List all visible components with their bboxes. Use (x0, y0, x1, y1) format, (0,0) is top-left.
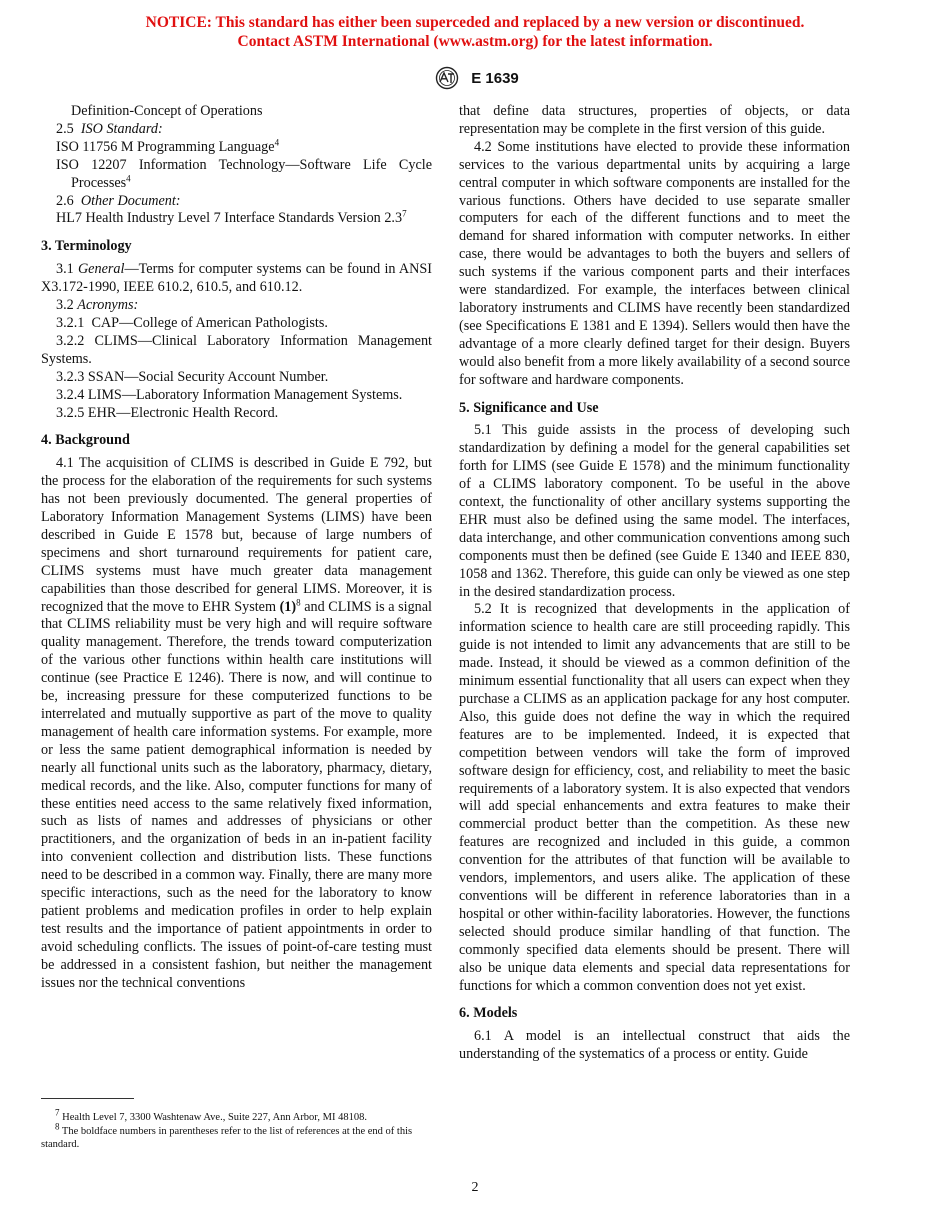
ref-text: HL7 Health Industry Level 7 Interface Standards Version 2.3 (56, 210, 403, 227)
paragraph-text: 4.1 The acquisition of CLIMS is described in Guide E 792, but the process for the elaboration of the requirements for such systems has not been previously documented. The general properties of Laboratory Information Management Systems (LIMS) have been described in Guide E 1578 but, because of large numbers of specimens and short turnaround requirements for patient care, CLIMS systems must have much greater data management capabilities than those described for general LIMS. Moreover, it is recognized that the move to EHR System (41, 455, 432, 615)
ref-iso-11756 (41, 139, 432, 157)
term-ehr: 3.2.5 EHR—Electronic Health Record. (56, 404, 279, 421)
section-2-5 (41, 121, 432, 139)
section-number: 3.2 (56, 297, 78, 314)
page-number: 2 (471, 1180, 479, 1195)
section-title: General (77, 261, 125, 278)
footnote-text: Health Level 7, 3300 Washtenaw Ave., Suite 227, Ann Arbor, MI 48108. (59, 1112, 367, 1123)
term-cap: 3.2.1 CAP—College of American Pathologists. (56, 314, 328, 331)
standard-designation: E 1639 (471, 69, 519, 87)
ref-iso-12207 (41, 157, 432, 193)
heading-models: 6. Models (459, 1005, 518, 1022)
footnote-number: 8 (55, 1121, 60, 1131)
paragraph-text: and CLIMS is a signal that CLIMS reliability must be very high and will require software quality management. Therefore, the trends toward computerization of the various other functions within health care institutions will continue (see Practice E 1246). There is now, and will continue to be, increasing pressure for these computerized functions to be interrelated and mutually supportive as part of the move to quality management of health care information systems. For example, more or less the same patient demographical information is needed by nearly all functional units such as the laboratory, pharmacy, dietary, medical records, and the like. Also, computer functions for many of these entities need access to the same relatively fixed information, such as lists of names and addresses of physicians or other practitioners, and the organization of beds in an in-patient facility into convenient collection and distribution lists. These functions need to be described in a common way. Finally, there are many more specific interactions, such as the need for the laboratory to know patient problems and medication profiles in order to help explain test results and the importance of patient appointments in order to avoid scheduling conflicts. The issues of point-of-care testing must be addressed in a consistent fashion, but neither the management issues nor the technical conventions (41, 598, 432, 991)
section-title: Acronyms: (77, 297, 139, 314)
ref-text: ISO 11756 M Programming Language (56, 138, 275, 155)
term-ssan: 3.2.3 SSAN—Social Security Account Number. (56, 368, 329, 385)
footnote-ref: 4 (126, 172, 131, 183)
ref-hl7 (41, 210, 432, 228)
section-3-1 (41, 261, 432, 297)
footnote-number: 7 (55, 1107, 60, 1118)
footnote-ref: 8 (296, 596, 301, 607)
reference-number: (1) (279, 598, 297, 615)
section-3-2 (41, 297, 432, 315)
footnotes (41, 1098, 432, 1152)
footnote-divider (41, 1098, 134, 1099)
continued-text: Definition-Concept of Operations (71, 103, 263, 119)
term-clims: 3.2.2 CLIMS—Clinical Laboratory Information Management Systems. (41, 332, 432, 367)
footnote-8 (41, 1121, 432, 1152)
section-title: ISO Standard: (80, 120, 163, 137)
document-header (0, 66, 950, 90)
right-column (459, 103, 850, 1064)
section-5-2: 5.2 It is recognized that developments in the application of information science to health care are still proceeding rapidly. This guide is not intended to limit any advancements that are still to be made. Instead, it should be viewed as a common definition of the minimum essential functionality that all users can expect when they purchase a CLIMS as an application package for any host computer. Also, this guide does not define the way in which the required features are to be implemented. Indeed, it is expected that competition between vendors will take the form of improved software design for efficiency, cost, and reliability to meet the basic requirements of a laboratory system. It is also expected that vendors will add special enhancements and extra features to make their commercial product better than the competition. As these new features are recognized and included in this guide, a common convention for the attributes of that function will be available to vendors, implementors, and users alike. The application of these conventions will be different in reference laboratories than in a hospital or other within-facility laboratories. However, the functions selected should produce similar handling of that function. The commonly specified data elements should be present. There will also be unique data elements and special data representations for functions for which a common convention does not yet exist. (459, 601, 850, 994)
section-title: Other Document: (80, 192, 181, 209)
section-number: 2.6 (56, 192, 74, 209)
heading-terminology: 3. Terminology (41, 238, 132, 255)
footnote-ref: 4 (274, 137, 280, 148)
heading-significance: 5. Significance and Use (459, 399, 599, 416)
footnote-text: The boldface numbers in parentheses refer to the list of references at the end of this standard. (41, 1125, 413, 1150)
footnote-7 (41, 1107, 432, 1125)
section-number: 2.5 (56, 120, 74, 137)
footnote-ref: 7 (402, 208, 407, 219)
heading-background: 4. Background (41, 432, 130, 449)
ref-text: ISO 12207 Information Technology—Software Life Cycle Processes (56, 156, 432, 191)
continued-text: that define data structures, properties of objects, or data representation may be complete in the first version of this guide. (459, 103, 850, 137)
notice-line-2: Contact ASTM International (www.astm.org) for the latest information. (237, 32, 713, 50)
section-6-1: 6.1 A model is an intellectual construct that aids the understanding of the systematics of a process or entity. Guide (459, 1028, 850, 1063)
left-column (41, 103, 432, 993)
section-2-6 (41, 193, 432, 211)
section-number: 3.1 (56, 261, 78, 278)
astm-logo-icon (431, 66, 463, 90)
notice-banner (0, 14, 950, 51)
term-lims: 3.2.4 LIMS—Laboratory Information Management Systems. (56, 386, 403, 403)
section-5-1: 5.1 This guide assists in the process of developing such standardization by defining a model for the general capabilities set forth for LIMS (see Guide E 1578) and the minimum functionality of a CLIMS laboratory component. To be useful in the above context, the functionality of other ancillary systems supporting the EHR must also be defined using the same model. The interfaces, data interchange, and other communication conventions among such components must then be defined (see Guide E 1340 and IEEE 830, 1058 and 1362. Therefore, this guide can only be viewed as one step in the desired standardization process. (459, 422, 850, 600)
notice-line-1: NOTICE: This standard has either been superceded and replaced by a new version or discontinued. (145, 14, 805, 31)
section-4-2: 4.2 Some institutions have elected to provide these information services to the various departmental units by acquiring a large central computer in which software components are installed for the various functions. Others have decided to use separate smaller computers for each of the different functions and to meet the demand for shared information with computer networks. In either case, there would be advantages to both the buyers and sellers of such systems if the various component parts and their interfaces were standardized. For example, the interfaces between clinical laboratory instruments and CLIMS have recently been standardized (see Specifications E 1381 and E 1394). Sellers would then have the advantage of a more clearly defined target for their design. Buyers would also benefit from a more likely availability of a second source for software and hardware components. (459, 138, 850, 388)
paragraph-text: —Terms for computer systems can be found in ANSI X3.172-1990, IEEE 610.2, 610.5, and 610.12. (41, 261, 433, 296)
section-4-1 (41, 455, 432, 992)
